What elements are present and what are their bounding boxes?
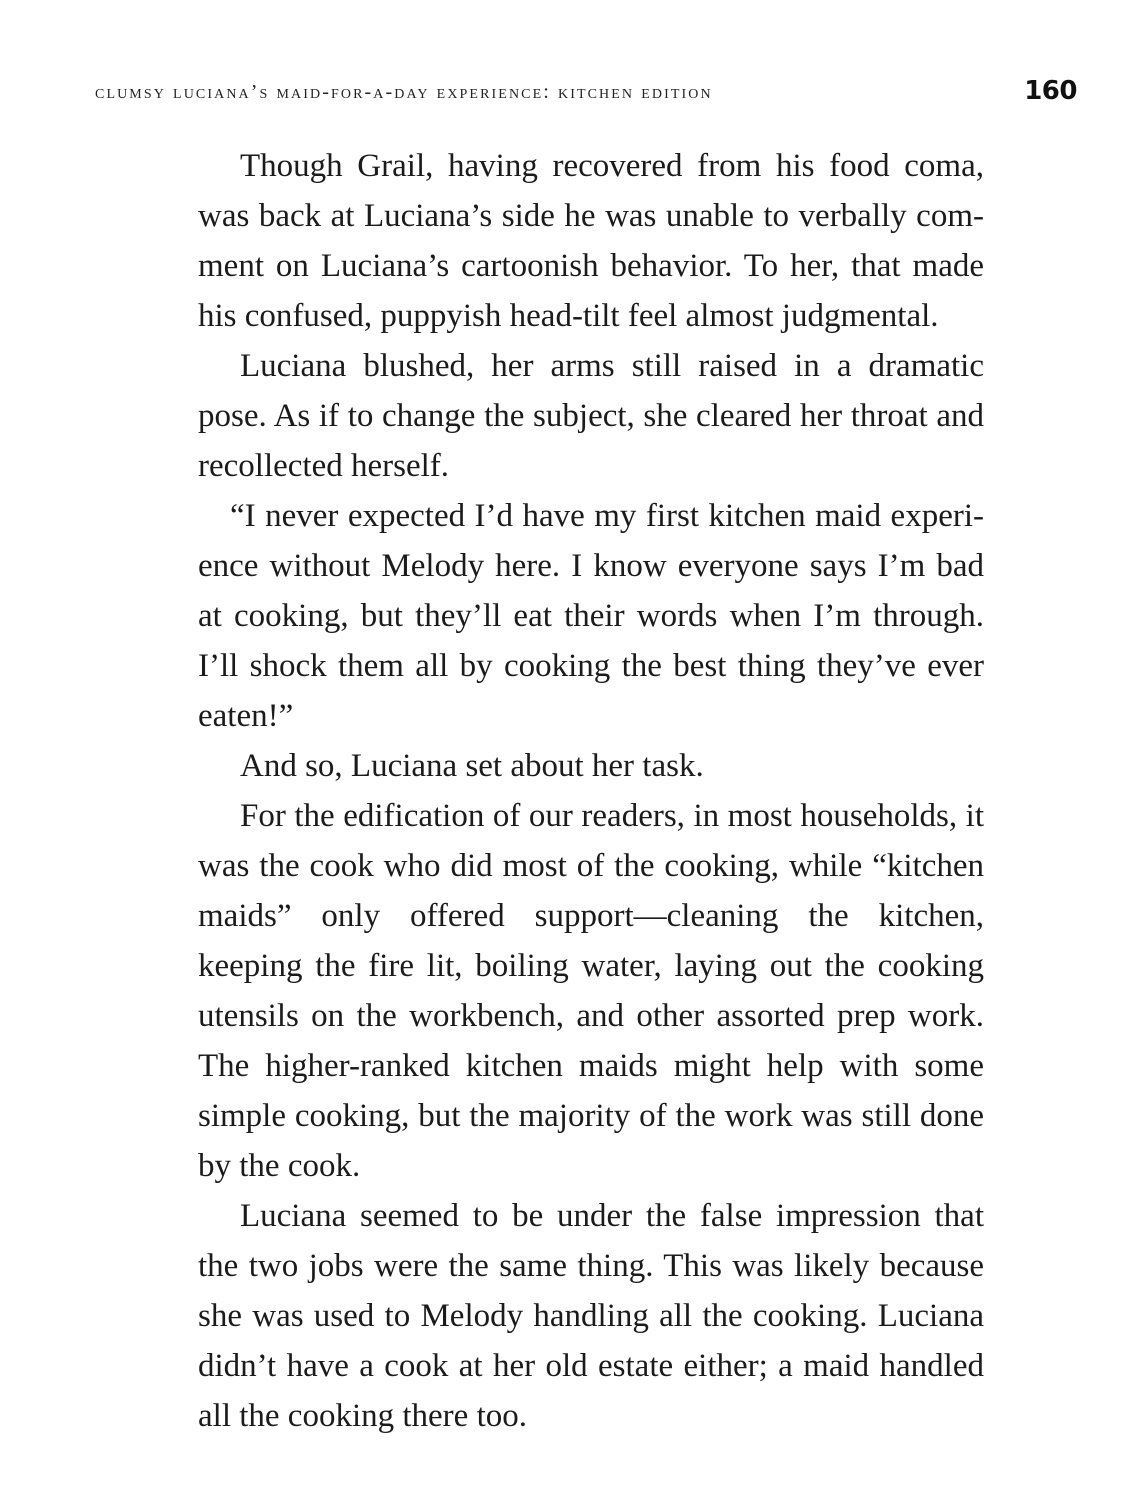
page-number: 160 [1024,76,1077,106]
paragraph: Though Grail, having recovered from his food coma, was back at Luciana’s side he was unable to verbally comment on Luciana’s cartoonish behavior. To her, that made his confused, puppyish head-tilt feel almost judgmental. [198,148,984,334]
paragraph-dialogue: “I never expected I’d have my first kitchen maid experience without Melody here. I know everyone says I’m bad at cooking, but they’ll eat their words when I’m through. I’ll shock them all by cooking the best thing they’ve ever eaten!” [198,498,984,734]
paragraph: Luciana blushed, her arms still raised in a dramatic pose. As if to change the subject, she cleared her throat and recollected herself. [198,348,984,484]
paragraph: For the edification of our readers, in most households, it was the cook who did most of the cooking, while “kitchen maids” only offered support—cleaning the kitchen, keeping the fire lit, boiling water, laying out the cooking utensils on the workbench, and other assorted prep work. The higher-ranked kitchen maids might help with some simple cooking, but the majority of the work was still done by the cook. [198,798,984,1184]
running-title: clumsy luciana’s maid-for-a-day experience: kitchen edition [95,81,713,103]
paragraph: Luciana seemed to be under the false impression that the two jobs were the same thing. This was likely because she was used to Melody handling all the cooking. Luciana didn’t have a cook at her old estate either; a maid handled all the cooking there too. [198,1198,984,1434]
body-text [198,141,984,1441]
paragraph: And so, Luciana set about her task. [240,748,704,784]
running-header [95,76,1077,110]
